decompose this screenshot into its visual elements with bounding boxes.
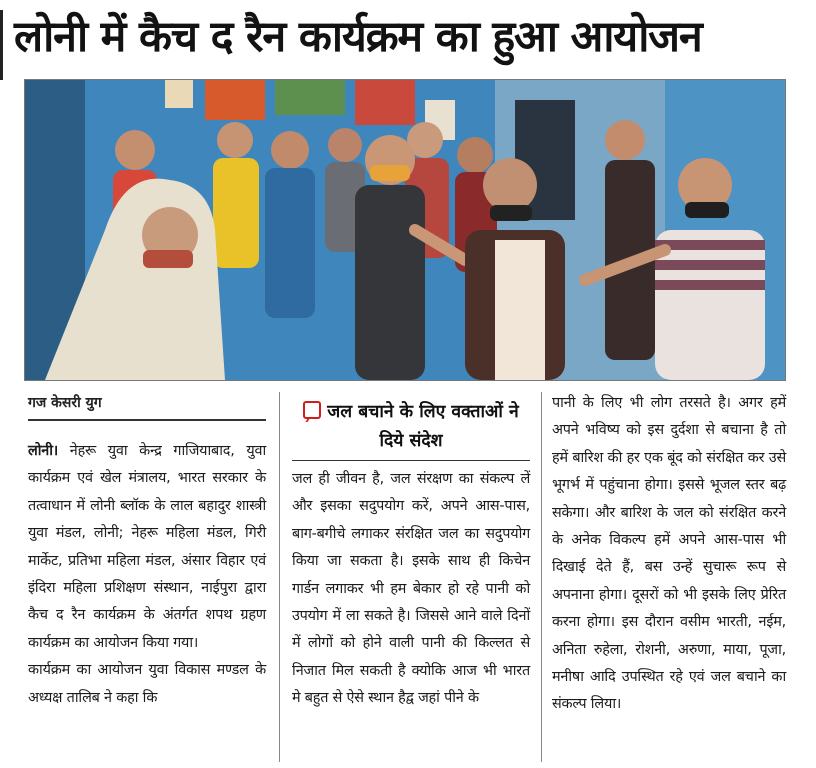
headline: लोनी में कैच द रैन कार्यक्रम का हुआ आयोजन xyxy=(14,12,702,62)
subheading xyxy=(292,398,530,456)
article-column-2 xyxy=(292,466,530,713)
subheading-text: जल बचाने के लिए वक्ताओं ने दिये संदेश xyxy=(327,402,519,451)
byline: गज केसरी युग xyxy=(28,393,266,421)
column-1-paragraph-1: नेहरू युवा केन्द्र गाजियाबाद, युवा कार्यक्रम एवं खेल मंत्रालय, भारत सरकार के तत्वाधान में लोनी ब्लॉक के लाल बहादुर शास्त्री युवा मंडल, लोनी; नेहरू महिला मंडल, गिरी मार्केट, प्रतिभा महिला मंडल, अंसार विहार एवं इंदिरा महिला प्रशिक्षण संस्थान, नाईपुरा द्वारा कैच द रैन कार्यक्रम के अंतर्गत शपथ ग्रहण कार्यक्रम का आयोजन किया गया। xyxy=(28,443,266,651)
speech-box-icon xyxy=(303,401,321,419)
left-margin-rule xyxy=(0,10,3,80)
column-2-text: जल ही जीवन है, जल संरक्षण का संकल्प लें और इसका सदुपयोग करें, अपने आस-पास, बाग-बगीचे लगाकर संरक्षित जल का सदुपयोग किया जा सकता है। इसके साथ ही किचेन गार्डन लगाकर भी हम बेकार हो रहे पानी को उपयोग में ला सकते है। जिससे आने वाले दिनों में लोगों को होने वाली पानी की किल्लत से निजात मिल सकती है क्योकि आज भी भारत मे बहुत से ऐसे स्थान हैद्व जहां पीने के xyxy=(292,471,530,707)
article-column-3 xyxy=(552,390,786,719)
column-3-text: पानी के लिए भी लोग तरसते है। अगर हमें अपने भविष्य को इस दुर्दशा से बचाना है तो हमें बारिश की हर एक बूंद को संरक्षित कर उसे भूगर्भ में पहुंचाना होगा। इससे भूजल स्तर बढ़ सकेगा। और बारिश के जल को संरक्षित करने के अनेक विकल्प हमें अपने आस-पास भी दिखाई देते हैं, बस उन्हें सुचारू रूप से अपनाना होगा। दूसरों को भी इसके लिए प्रेरित करना होगा। इस दौरान वसीम भारती, नईम, अनिता रुहेला, रोशनी, अरुणा, माया, पूजा, मनीषा आदि उपस्थित रहे एवं जल बचाने का संकल्प लिया। xyxy=(552,395,786,713)
column-divider xyxy=(541,392,542,762)
column-divider xyxy=(279,392,280,762)
column-1-paragraph-2: कार्यक्रम का आयोजन युवा विकास मण्डल के अध्यक्ष तालिब ने कहा कि xyxy=(28,662,266,706)
article-column-1 xyxy=(28,438,266,712)
subheading-rule xyxy=(292,460,530,461)
news-photo xyxy=(24,79,786,381)
dateline: लोनी। xyxy=(28,443,59,459)
photo-illustration xyxy=(25,80,785,380)
